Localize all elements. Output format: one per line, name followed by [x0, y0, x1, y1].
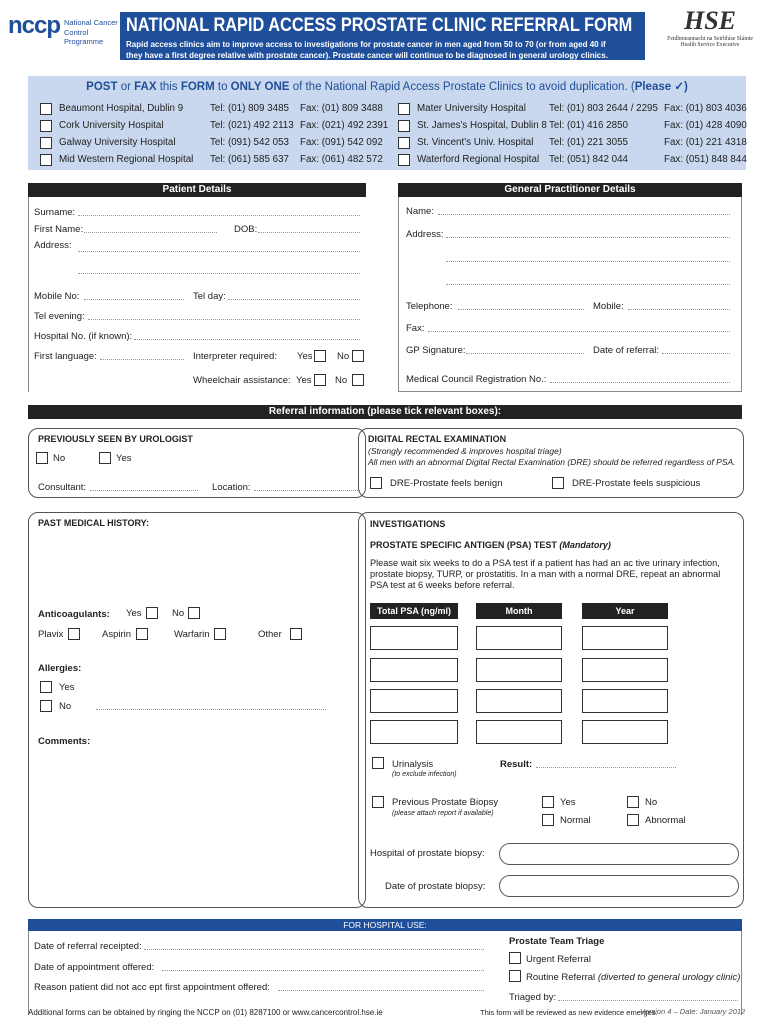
- clinic-fax: Fax: (091) 542 092: [300, 137, 383, 148]
- banner-or: or: [120, 81, 131, 93]
- hospital-biopsy-field[interactable]: [499, 843, 739, 865]
- tel-evening-field[interactable]: [88, 319, 360, 320]
- clinic-checkbox[interactable]: [40, 103, 52, 115]
- urologist-heading: PREVIOUSLY SEEN BY UROLOGIST: [38, 434, 193, 444]
- dob-label: DOB:: [234, 224, 258, 235]
- investigations-heading: INVESTIGATIONS: [370, 519, 446, 529]
- clinic-tel: Tel: (01) 416 2850: [549, 120, 628, 131]
- reason-field[interactable]: [278, 990, 484, 991]
- interpreter-no-label: No: [337, 351, 350, 362]
- triaged-by-label: Triaged by:: [509, 992, 557, 1003]
- anticoag-no-label: No: [172, 608, 185, 619]
- clinic-tel: Tel: (091) 542 053: [210, 137, 289, 148]
- mobile-label: Mobile No:: [34, 291, 80, 302]
- psa-value-field[interactable]: [370, 626, 458, 650]
- comments-label: Comments:: [38, 736, 91, 747]
- biopsy-yes-checkbox[interactable]: [542, 796, 554, 808]
- gp-name-label: Name:: [406, 206, 434, 217]
- urologist-no-checkbox[interactable]: [36, 452, 48, 464]
- clinic-name: Waterford Regional Hospital: [417, 154, 540, 165]
- first-name-label: First Name:: [34, 224, 84, 235]
- dre-benign-checkbox[interactable]: [370, 477, 382, 489]
- date-received-field[interactable]: [144, 949, 484, 950]
- psa-value-field[interactable]: [370, 720, 458, 744]
- hse-sub1: Feidhmeannacht na Seirbhíse Sláinte: [667, 36, 753, 42]
- clinic-tel: Tel: (021) 492 2113: [210, 120, 294, 131]
- biopsy-normal-checkbox[interactable]: [542, 814, 554, 826]
- banner-only-one: ONLY ONE: [230, 81, 290, 93]
- clinic-fax: Fax: (01) 221 4318: [664, 137, 747, 148]
- banner-to: to: [217, 81, 228, 93]
- patient-details-heading: Patient Details: [28, 183, 366, 197]
- dre-heading: DIGITAL RECTAL EXAMINATION: [368, 434, 507, 444]
- result-label: Result:: [500, 759, 533, 770]
- triage-title: Prostate Team Triage: [509, 936, 605, 947]
- psa-text-1: Please wait six weeks to do a PSA test if a patient has had an ac tive urinary infection,: [370, 558, 720, 568]
- dre-suspicious-label: DRE-Prostate feels suspicious: [572, 478, 701, 489]
- urgent-label: Urgent Referral: [526, 954, 591, 965]
- biopsy-no-checkbox[interactable]: [627, 796, 639, 808]
- hospital-no-label: Hospital No. (if known):: [34, 331, 133, 342]
- clinic-fax: Fax: (051) 848 844: [664, 154, 747, 165]
- date-offered-field[interactable]: [162, 970, 484, 971]
- psa-value-field[interactable]: [370, 689, 458, 713]
- psa-month-field[interactable]: [476, 626, 562, 650]
- month-col-header: Month: [476, 603, 562, 619]
- aspirin-checkbox[interactable]: [136, 628, 148, 640]
- allergies-no-label: No: [59, 701, 72, 712]
- wheelchair-yes-checkbox[interactable]: [314, 374, 326, 386]
- clinic-fax: Fax: (01) 803 4036: [664, 103, 747, 114]
- result-field[interactable]: [536, 767, 676, 768]
- interpreter-label: Interpreter required:: [193, 351, 277, 362]
- patient-section-line: [28, 197, 29, 392]
- nccp-logo-sub2: Control Programme: [64, 28, 104, 46]
- wheelchair-yes-label: Yes: [296, 375, 312, 386]
- biopsy-checkbox[interactable]: [372, 796, 384, 808]
- clinic-name: Mater University Hospital: [417, 103, 526, 114]
- warfarin-checkbox[interactable]: [214, 628, 226, 640]
- first-name-field[interactable]: [84, 232, 217, 233]
- gp-address-label: Address:: [406, 229, 444, 240]
- dre-note2: All men with an abnormal Digital Rectal Examination (DRE) should be referred regardless of PSA.: [368, 457, 736, 467]
- address-field-1[interactable]: [78, 251, 360, 252]
- routine-note: (diverted to general urology clinic): [597, 972, 741, 983]
- consultant-field[interactable]: [90, 490, 198, 491]
- clinic-tel: Tel: (01) 803 2644 / 2295: [549, 103, 658, 114]
- mobile-field[interactable]: [84, 299, 184, 300]
- gp-mobile-label: Mobile:: [593, 301, 624, 312]
- clinic-checkbox[interactable]: [398, 154, 410, 166]
- urinalysis-note: (to exclude infection): [392, 771, 457, 778]
- dre-note1: (Strongly recommended & improves hospital triage): [368, 446, 562, 456]
- interpreter-no-checkbox[interactable]: [352, 350, 364, 362]
- psa-month-field[interactable]: [476, 720, 562, 744]
- other-checkbox[interactable]: [290, 628, 302, 640]
- history-heading: PAST MEDICAL HISTORY:: [38, 518, 150, 528]
- clinic-name: Cork University Hospital: [59, 120, 164, 131]
- triaged-by-field[interactable]: [558, 1000, 738, 1001]
- allergies-yes-label: Yes: [59, 682, 75, 693]
- hse-logo: [655, 6, 765, 58]
- dre-suspicious-checkbox[interactable]: [552, 477, 564, 489]
- clinic-fax: Fax: (01) 809 3488: [300, 103, 383, 114]
- wheelchair-no-label: No: [335, 375, 348, 386]
- nccp-logo-sub1: National Cancer: [64, 18, 118, 27]
- plavix-label: Plavix: [38, 629, 64, 640]
- gp-signature-label: GP Signature:: [406, 345, 466, 356]
- banner-this: this: [159, 81, 178, 93]
- clinic-checkbox[interactable]: [40, 120, 52, 132]
- consultant-label: Consultant:: [38, 482, 87, 493]
- gp-section-border: [398, 197, 742, 392]
- psa-value-field[interactable]: [370, 658, 458, 682]
- dob-field[interactable]: [258, 232, 360, 233]
- tel-day-field[interactable]: [228, 299, 360, 300]
- interpreter-yes-checkbox[interactable]: [314, 350, 326, 362]
- psa-year-field[interactable]: [582, 689, 668, 713]
- council-reg-field[interactable]: [550, 382, 730, 383]
- psa-col-header: Total PSA (ng/ml): [370, 603, 458, 619]
- psa-text-2: prostate biopsy, TURP, or prostatitis. In a man with a normal DRE, repeat an abnormal: [370, 569, 721, 579]
- gp-mobile-field[interactable]: [628, 309, 730, 310]
- year-col-header: Year: [582, 603, 668, 619]
- biopsy-abnormal-checkbox[interactable]: [627, 814, 639, 826]
- hospital-no-field[interactable]: [134, 339, 360, 340]
- wheelchair-no-checkbox[interactable]: [352, 374, 364, 386]
- history-panel: [28, 512, 366, 908]
- biopsy-note: (please attach report if available): [392, 810, 494, 817]
- clinic-fax: Fax: (021) 492 2391: [300, 120, 389, 131]
- gp-fax-field[interactable]: [428, 331, 730, 332]
- clinic-checkbox[interactable]: [398, 137, 410, 149]
- nccp-logo-text: nccp: [8, 12, 61, 39]
- routine-checkbox[interactable]: [509, 970, 521, 982]
- allergies-yes-checkbox[interactable]: [40, 681, 52, 693]
- banner-form: FORM: [180, 81, 215, 93]
- gp-signature-field[interactable]: [466, 353, 584, 354]
- biopsy-no-label: No: [645, 797, 658, 808]
- clinic-checkbox[interactable]: [40, 137, 52, 149]
- surname-field[interactable]: [78, 215, 360, 216]
- urgent-checkbox[interactable]: [509, 952, 521, 964]
- date-biopsy-field[interactable]: [499, 875, 739, 897]
- psa-title-text: PROSTATE SPECIFIC ANTIGEN (PSA) TEST: [370, 540, 557, 550]
- nccp-logo: [8, 12, 118, 52]
- banner-please: Please: [634, 81, 672, 93]
- gp-name-field[interactable]: [438, 214, 730, 215]
- gp-address-field-3[interactable]: [446, 284, 730, 285]
- anticoag-yes-checkbox[interactable]: [146, 607, 158, 619]
- location-label: Location:: [212, 482, 251, 493]
- psa-year-field[interactable]: [582, 720, 668, 744]
- banner-text: [28, 79, 746, 93]
- clinic-name: St. James's Hospital, Dublin 8: [417, 120, 547, 131]
- clinic-tel: Tel: (051) 842 044: [549, 154, 628, 165]
- psa-year-field[interactable]: [582, 658, 668, 682]
- urinalysis-label: Urinalysis: [392, 759, 434, 770]
- location-field[interactable]: [254, 490, 360, 491]
- clinic-checkbox[interactable]: [40, 154, 52, 166]
- warfarin-label: Warfarin: [174, 629, 210, 640]
- urologist-yes-checkbox[interactable]: [99, 452, 111, 464]
- interpreter-yes-label: Yes: [297, 351, 313, 362]
- gp-telephone-field[interactable]: [458, 309, 584, 310]
- referral-info-heading: Referral information (please tick relevant boxes):: [28, 405, 742, 419]
- biopsy-normal-label: Normal: [560, 815, 591, 826]
- clinic-fax: Fax: (01) 428 4090: [664, 120, 747, 131]
- aspirin-label: Aspirin: [102, 629, 132, 640]
- date-received-label: Date of referral receipted:: [34, 941, 142, 952]
- clinic-name: Galway University Hospital: [59, 137, 176, 148]
- date-offered-label: Date of appointment offered:: [34, 962, 155, 973]
- biopsy-yes-label: Yes: [560, 797, 576, 808]
- tel-evening-label: Tel evening:: [34, 311, 85, 322]
- address-label: Address:: [34, 240, 72, 251]
- footer-right: This form will be reviewed as new evidence emerges.: [480, 1008, 658, 1017]
- footer-left: Additional forms can be obtained by ringing the NCCP on (01) 8287100 or www.cancercontrol.hse.ie: [28, 1008, 383, 1017]
- hse-logo-mark: HSE: [683, 6, 737, 35]
- form-title: NATIONAL RAPID ACCESS PROSTATE CLINIC REFERRAL FORM: [126, 15, 633, 36]
- psa-month-field[interactable]: [476, 658, 562, 682]
- clinic-name: Mid Western Regional Hospital: [59, 154, 194, 165]
- clinic-tel: Tel: (01) 809 3485: [210, 103, 289, 114]
- surname-label: Surname:: [34, 207, 76, 218]
- routine-label: [526, 972, 740, 983]
- banner-tick: ✓): [674, 81, 688, 93]
- date-of-referral-label: Date of referral:: [593, 345, 659, 356]
- urinalysis-checkbox[interactable]: [372, 757, 384, 769]
- gp-telephone-label: Telephone:: [406, 301, 453, 312]
- date-biopsy-label: Date of prostate biopsy:: [385, 881, 486, 892]
- routine-text: Routine Referral: [526, 972, 596, 983]
- anticoag-yes-label: Yes: [126, 608, 142, 619]
- gp-details-heading: General Practitioner Details: [398, 183, 742, 197]
- banner-rest: of the National Rapid Access Prostate Clinics to avoid duplication. (: [292, 81, 635, 93]
- anticoag-label: Anticoagulants:: [38, 609, 110, 620]
- psa-mandatory: (Mandatory): [559, 540, 611, 550]
- plavix-checkbox[interactable]: [68, 628, 80, 640]
- clinic-checkbox[interactable]: [398, 103, 410, 115]
- psa-title: [370, 540, 611, 550]
- wheelchair-label: Wheelchair assistance:: [193, 375, 291, 386]
- biopsy-label: Previous Prostate Biopsy: [392, 797, 499, 808]
- clinic-name: St. Vincent's Univ. Hospital: [417, 137, 534, 148]
- psa-year-field[interactable]: [582, 626, 668, 650]
- reason-label: Reason patient did not acc ept first appointment offered:: [34, 982, 270, 993]
- hse-sub2: Health Service Executive: [680, 42, 740, 48]
- address-field-2[interactable]: [78, 273, 360, 274]
- header-band: [120, 12, 645, 60]
- gp-fax-label: Fax:: [406, 323, 425, 334]
- first-language-label: First language:: [34, 351, 97, 362]
- subtitle-line1: Rapid access clinics aim to improve access to investigations for prostate cancer in men aged from 50 to 70 (or from aged 40 if: [126, 40, 606, 49]
- clinic-fax: Fax: (061) 482 572: [300, 154, 383, 165]
- anticoag-no-checkbox[interactable]: [188, 607, 200, 619]
- gp-address-field-1[interactable]: [446, 237, 730, 238]
- urologist-no-label: No: [53, 453, 66, 464]
- hospital-biopsy-label: Hospital of prostate biopsy:: [370, 848, 485, 859]
- biopsy-abnormal-label: Abnormal: [645, 815, 686, 826]
- hospital-use-heading: FOR HOSPITAL USE:: [28, 919, 742, 931]
- psa-text-3: PSA test at 6 weeks before referral.: [370, 580, 515, 590]
- clinic-tel: Tel: (01) 221 3055: [549, 137, 628, 148]
- council-reg-label: Medical Council Registration No.:: [406, 374, 547, 385]
- allergies-details-field[interactable]: [96, 709, 326, 710]
- dre-benign-label: DRE-Prostate feels benign: [390, 478, 503, 489]
- banner-post: POST: [86, 81, 118, 93]
- clinic-name: Beaumont Hospital, Dublin 9: [59, 103, 184, 114]
- banner-fax: FAX: [134, 81, 157, 93]
- subtitle-line2: they have a first degree relative with prostate cancer). Prostate cancer will continue to be diagnosed in general urology clinics.: [126, 51, 608, 60]
- first-language-field[interactable]: [100, 359, 184, 360]
- allergies-label: Allergies:: [38, 663, 82, 674]
- clinic-checkbox[interactable]: [398, 120, 410, 132]
- clinic-tel: Tel: (061) 585 637: [210, 154, 289, 165]
- urologist-yes-label: Yes: [116, 453, 132, 464]
- date-of-referral-field[interactable]: [662, 353, 730, 354]
- allergies-no-checkbox[interactable]: [40, 700, 52, 712]
- tel-day-label: Tel day:: [193, 291, 226, 302]
- other-label: Other: [258, 629, 282, 640]
- gp-address-field-2[interactable]: [446, 261, 730, 262]
- psa-month-field[interactable]: [476, 689, 562, 713]
- footer-version: Version 4 – Date: January 2012: [640, 1007, 746, 1016]
